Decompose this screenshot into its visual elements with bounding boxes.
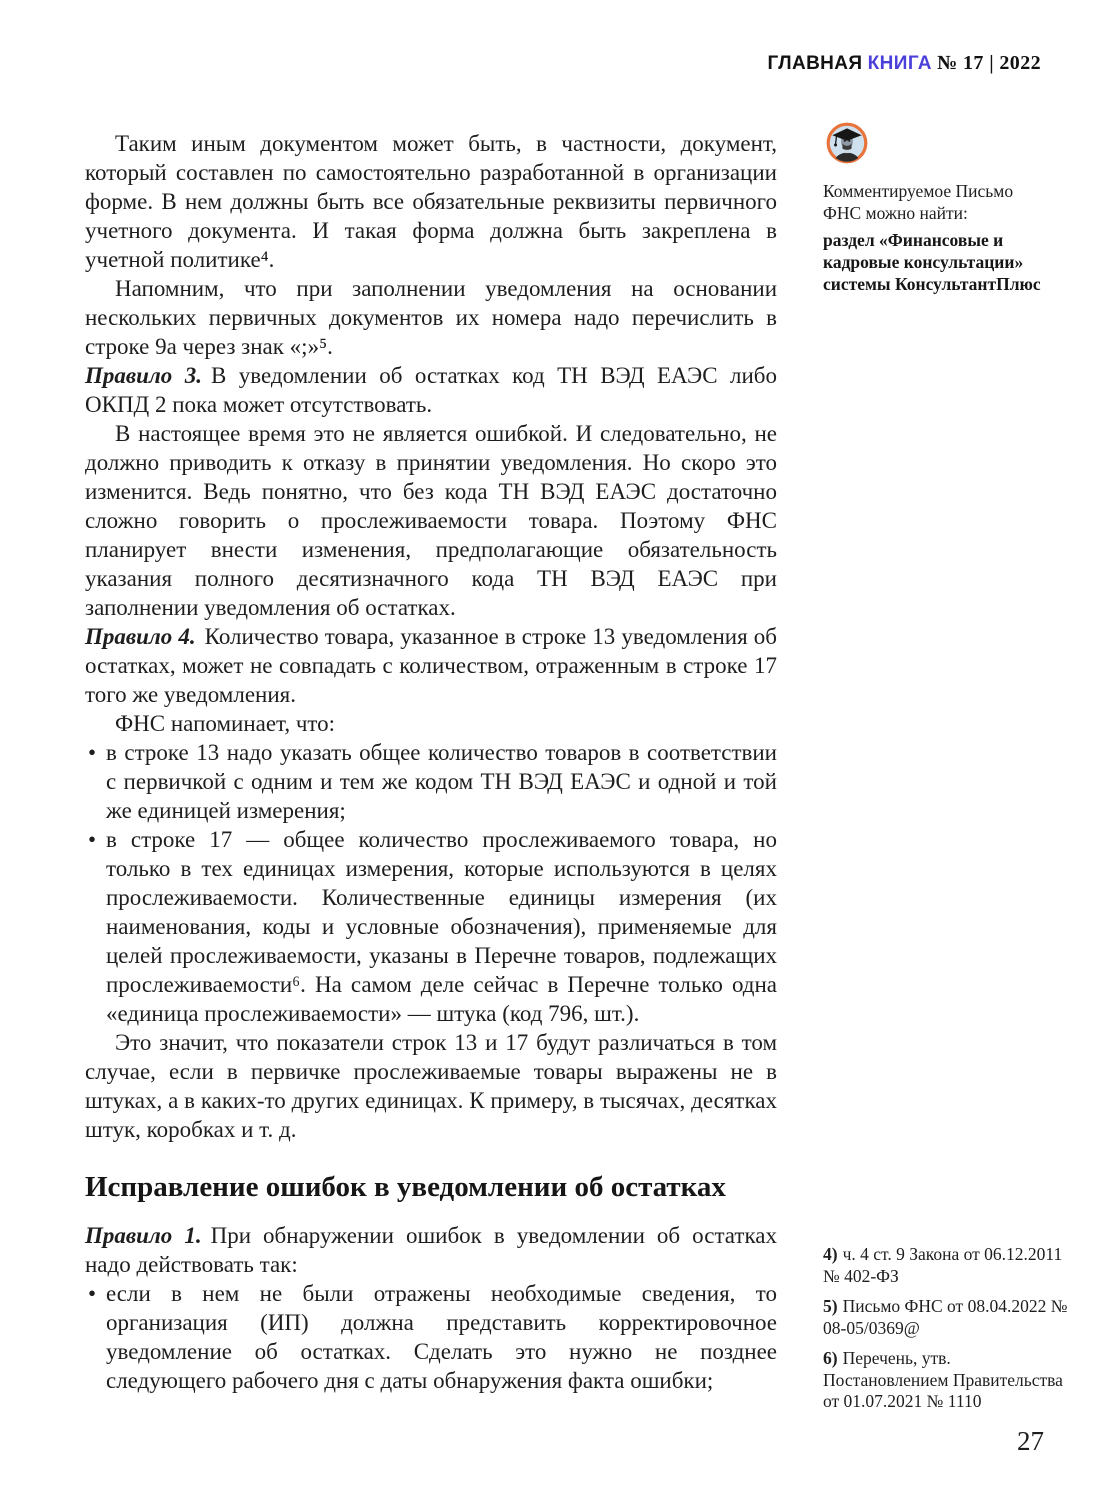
footnote-5 xyxy=(823,1296,1073,1339)
sidebar-note xyxy=(823,121,1049,295)
rule-1-label: Правило 1. xyxy=(85,1223,202,1248)
list-item: • в строке 13 надо указать общее количество товаров в соответствии с первичкой с одним и тем же кодом ТН ВЭД ЕАЭС и одной и той же единицей измерения; xyxy=(85,738,777,825)
rule-4-outro: Это значит, что показатели строк 13 и 17 будут различаться в том случае, если в первичке прослеживаемые товары выражены не в штуках, а в каких-то других единицах. К примеру, в тысячах, десятках штук, коробках и т. д. xyxy=(85,1030,777,1142)
footnote-4 xyxy=(823,1244,1073,1287)
footnote-text: ч. 4 ст. 9 Закона от 06.12.2011 № 402-ФЗ xyxy=(823,1244,1063,1286)
footnotes xyxy=(823,1244,1073,1422)
paragraph: Напомним, что при заполнении уведомления на основании нескольких первичных документов их номера надо перечислить в строке 9а через знак «;»⁵. xyxy=(85,276,777,359)
rule-4-note: ФНС напоминает, что: xyxy=(115,711,336,736)
rule-3-label: Правило 3. xyxy=(85,363,202,388)
list-item: • в строке 17 — общее количество прослеживаемого товара, но только в тех единицах измерения, которые используются в целях прослеживаемости. Количественные единицы измерения (их наименования, коды и условные обозначения), применяемые для целей прослеживаемости, указаны в Перечне товаров, подлежащих прослеживаемости⁶. На самом деле сейчас в Перечне только одна «единица прослеживаемости» — штука (код 796, шт.). xyxy=(85,825,777,1028)
rule-4-intro xyxy=(85,622,777,709)
rule-3-intro-text: В уведомлении об остатках код ТН ВЭД ЕАЭС либо ОКПД 2 пока может отсутствовать. xyxy=(85,363,777,417)
footnote-text: Письмо ФНС от 08.04.2022 № 08-05/0369@ xyxy=(823,1296,1068,1338)
rule-4-label: Правило 4. xyxy=(85,624,196,649)
list-item: • если в нем не были отражены необходимые сведения, то организация (ИП) должна представить корректировочное уведомление об остатках. Сделать это нужно не позднее следующего рабочего дня с даты обнаружения факта ошибки; xyxy=(85,1279,777,1395)
rule-3-body: В настоящее время это не является ошибкой. И следовательно, не должно приводить к отказу в принятии уведомления. Но скоро это изменится. Ведь понятно, что без кода ТН ВЭД ЕАЭС достаточно сложно говорить о прослеживаемости товара. Поэтому ФНС планирует внести изменения, предполагающие обязательность указания полного десятизначного кода ТН ВЭД ЕАЭС при заполнении уведомления об остатках. xyxy=(85,421,777,620)
sidebar-note-reference: раздел «Финансовые и кадровые консультации» системы КонсультантПлюс xyxy=(823,230,1041,294)
rule-3-intro xyxy=(85,361,777,419)
rule-4-intro-text: Количество товара, указанное в строке 13 уведомления об остатках, может не совпадать с количеством, отраженным в строке 17 того же уведомления. xyxy=(85,624,778,707)
footnote-6 xyxy=(823,1348,1073,1413)
sidebar-note-text: Комментируемое Письмо ФНС можно найти: xyxy=(823,181,1014,223)
rule-1-intro xyxy=(85,1221,777,1279)
rule-4-bullet-list xyxy=(85,738,777,1028)
paragraph: Таким иным документом может быть, в частности, документ, который составлен по самостоятельно разработанной в организации форме. В нем должны быть все обязательные реквизиты первичного учетного документа. И такая форма должна быть закреплена в учетной политике⁴. xyxy=(85,131,777,272)
magazine-title-part1: ГЛАВНАЯ xyxy=(767,53,863,74)
footnote-text: Перечень, утв. Постановлением Правительства от 01.07.2021 № 1110 xyxy=(823,1348,1063,1411)
footnote-number: 6) xyxy=(823,1348,838,1368)
footnote-number: 4) xyxy=(823,1244,838,1264)
page-header xyxy=(768,52,1041,75)
graduate-consultant-icon xyxy=(825,121,869,165)
magazine-title-part2: КНИГА xyxy=(867,53,932,74)
article-body xyxy=(85,129,777,1395)
section-heading: Исправление ошибок в уведомлении об остатках xyxy=(85,1171,726,1203)
issue-number: № 17 | 2022 xyxy=(937,52,1041,74)
page-number: 27 xyxy=(1017,1426,1044,1456)
rule-1-intro-text: При обнаружении ошибок в уведомлении об остатках надо действовать так: xyxy=(85,1223,777,1277)
footnote-number: 5) xyxy=(823,1296,838,1316)
rule-1-bullet-list xyxy=(85,1279,777,1395)
